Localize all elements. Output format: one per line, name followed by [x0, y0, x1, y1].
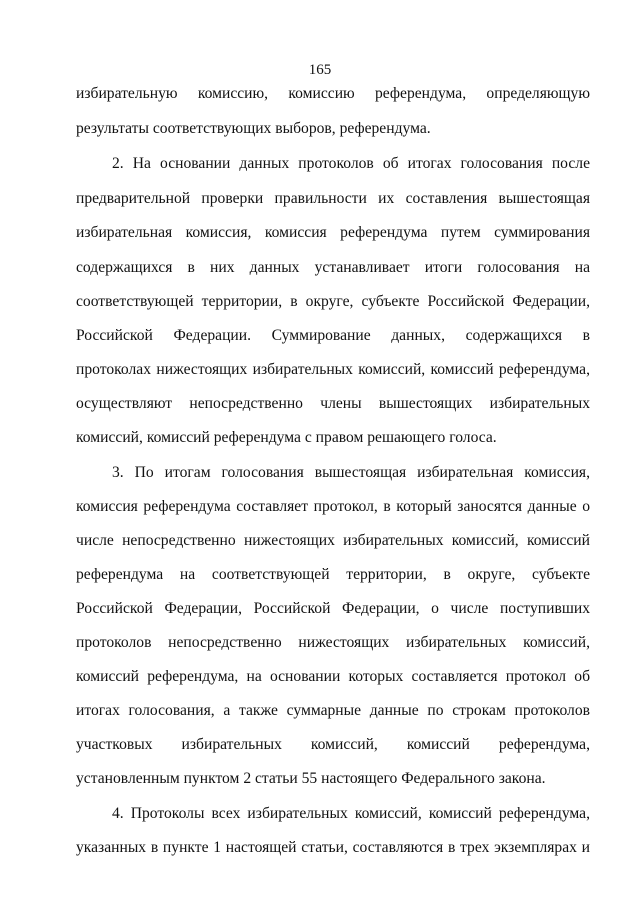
text-line: результаты соответствующих выборов, референдума.: [76, 120, 431, 137]
paragraph-start-line: 4. Протоколы всех избирательных комиссий, комиссий референдума,: [112, 805, 590, 822]
text-line: итогах голосования, а также суммарные данные по строкам протоколов: [76, 702, 590, 719]
text-line: установленным пунктом 2 статьи 55 настоящего Федерального закона.: [76, 770, 546, 787]
text-line: избирательную комиссию, комиссию референдума, определяющую: [76, 85, 590, 102]
text-line: указанных в пункте 1 настоящей статьи, составляются в трех экземплярах и: [76, 839, 590, 856]
text-line: соответствующей территории, в округе, субъекте Российской Федерации,: [76, 293, 590, 310]
text-line: протоколах нижестоящих избирательных комиссий, комиссий референдума,: [76, 361, 590, 378]
text-line: осуществляют непосредственно члены вышестоящих избирательных: [76, 395, 590, 412]
text-line: избирательная комиссия, комиссия референдума путем суммирования: [76, 224, 590, 241]
text-line: участковых избирательных комиссий, комиссий референдума,: [76, 736, 590, 753]
text-line: протоколов непосредственно нижестоящих избирательных комиссий,: [76, 634, 590, 651]
paragraph-start-line: 3. По итогам голосования вышестоящая избирательная комиссия,: [112, 464, 590, 481]
text-line: комиссия референдума составляет протокол, в который заносятся данные о: [76, 498, 590, 515]
page-number: 165: [308, 62, 332, 78]
text-line: содержащихся в них данных устанавливает итоги голосования на: [76, 259, 590, 276]
paragraph-start-line: 2. На основании данных протоколов об итогах голосования после: [112, 155, 590, 172]
text-line: комиссий, комиссий референдума с правом решающего голоса.: [76, 429, 497, 446]
text-line: Российской Федерации. Суммирование данных, содержащихся в: [76, 327, 590, 344]
text-line: предварительной проверки правильности их составления вышестоящая: [76, 190, 590, 207]
text-line: комиссий референдума, на основании которых составляется протокол об: [76, 668, 590, 685]
text-line: числе непосредственно нижестоящих избирательных комиссий, комиссий: [76, 532, 590, 549]
text-line: Российской Федерации, Российской Федерации, о числе поступивших: [76, 600, 590, 617]
text-line: референдума на соответствующей территории, в округе, субъекте: [76, 566, 590, 583]
